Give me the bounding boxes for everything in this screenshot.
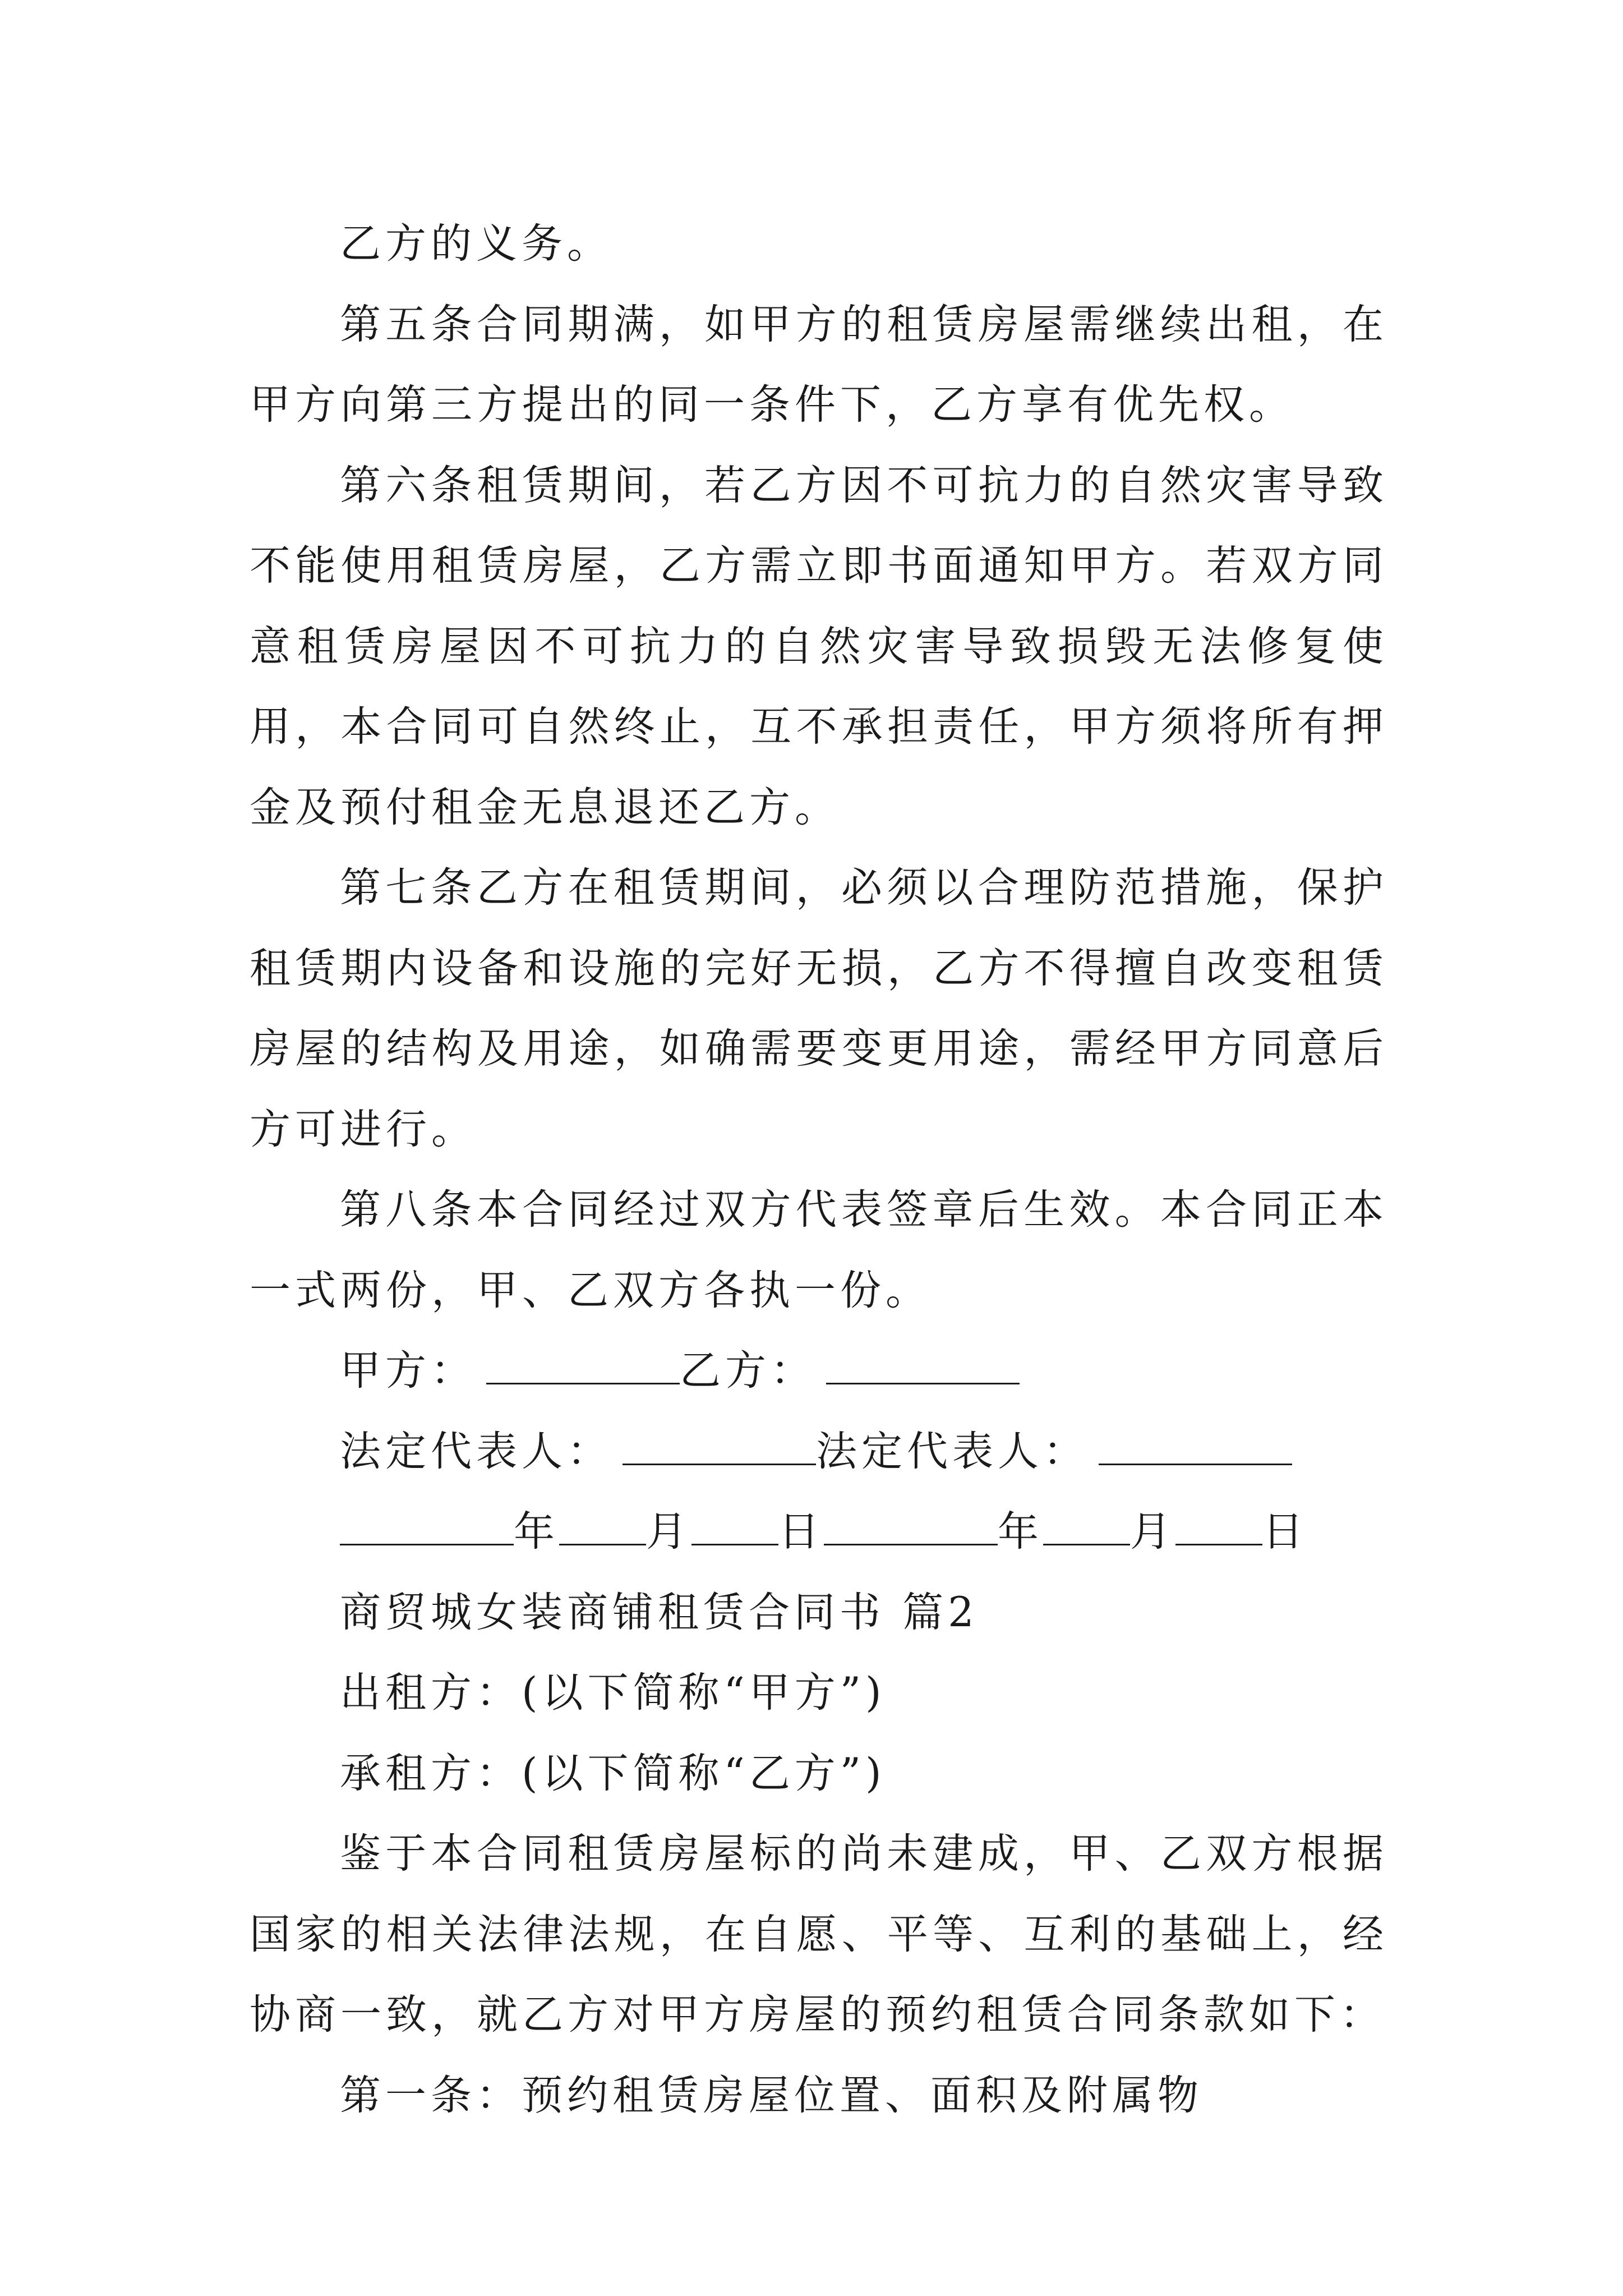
- date-a-year-label: 年: [514, 1508, 559, 1556]
- party-b-label: 乙方：: [680, 1347, 816, 1395]
- date-line: [250, 1492, 1388, 1572]
- rep-b-label: 法定代表人：: [816, 1427, 1089, 1475]
- date-b-month-label: 月: [1130, 1508, 1175, 1556]
- date-a-month-label: 月: [646, 1508, 691, 1556]
- rep-a-blank: [623, 1430, 816, 1465]
- date-b-day-label: 日: [1262, 1508, 1308, 1556]
- paragraph-article-6: 第六条租赁期间，若乙方因不可抗力的自然灾害导致不能使用租赁房屋，乙方需立即书面通知甲方。若双方同意租赁房屋因不可抗力的自然灾害导致损毁无法修复使用，本合同可自然终止，互不承担责任，甲方须将所有押金及预付租金无息退还乙方。: [250, 461, 1388, 831]
- rep-a-label: 法定代表人：: [340, 1427, 612, 1475]
- party-a-label: 甲方：: [340, 1347, 476, 1395]
- paragraph-preamble: 鉴于本合同租赁房屋标的尚未建成，甲、乙双方根据国家的相关法律法规，在自愿、平等、互利的基础上，经协商一致，就乙方对甲方房屋的预约租赁合同条款如下：: [250, 1830, 1388, 2039]
- party-b-blank: [826, 1349, 1020, 1384]
- rep-b-blank: [1099, 1430, 1292, 1465]
- article-1-heading: 第一条：预约租赁房屋位置、面积及附属物: [340, 2071, 1203, 2119]
- date-a-year-blank: [340, 1510, 514, 1545]
- lessee-line: 承租方：(以下简称“乙方”): [340, 1749, 886, 1797]
- section-title: 商贸城女装商铺租赁合同书 篇2: [340, 1588, 979, 1636]
- date-a-day-blank: [691, 1510, 778, 1545]
- paragraph-article-8: 第八条本合同经过双方代表签章后生效。本合同正本一式两份，甲、乙双方各执一份。: [250, 1186, 1388, 1314]
- party-a-blank: [486, 1349, 680, 1384]
- date-a-day-label: 日: [778, 1508, 824, 1556]
- party-signature-line: [250, 1331, 1388, 1411]
- paragraph-article-7: 第七条乙方在租赁期间，必须以合理防范措施，保护租赁期内设备和设施的完好无损，乙方不得擅自改变租赁房屋的结构及用途，如确需要变更用途，需经甲方同意后方可进行。: [250, 864, 1388, 1153]
- paragraph-obligations: 乙方的义务。: [340, 220, 612, 268]
- paragraph-article-5: 第五条合同期满，如甲方的租赁房屋需继续出租，在甲方向第三方提出的同一条件下，乙方享有优先权。: [250, 300, 1388, 429]
- representative-signature-line: [250, 1411, 1388, 1492]
- date-b-year-blank: [824, 1510, 998, 1545]
- date-b-month-blank: [1043, 1510, 1130, 1545]
- date-b-day-blank: [1175, 1510, 1262, 1545]
- lessor-line: 出租方：(以下简称“甲方”): [340, 1669, 886, 1717]
- date-a-month-blank: [559, 1510, 646, 1545]
- date-b-year-label: 年: [998, 1508, 1043, 1556]
- document-body: [250, 204, 1388, 2136]
